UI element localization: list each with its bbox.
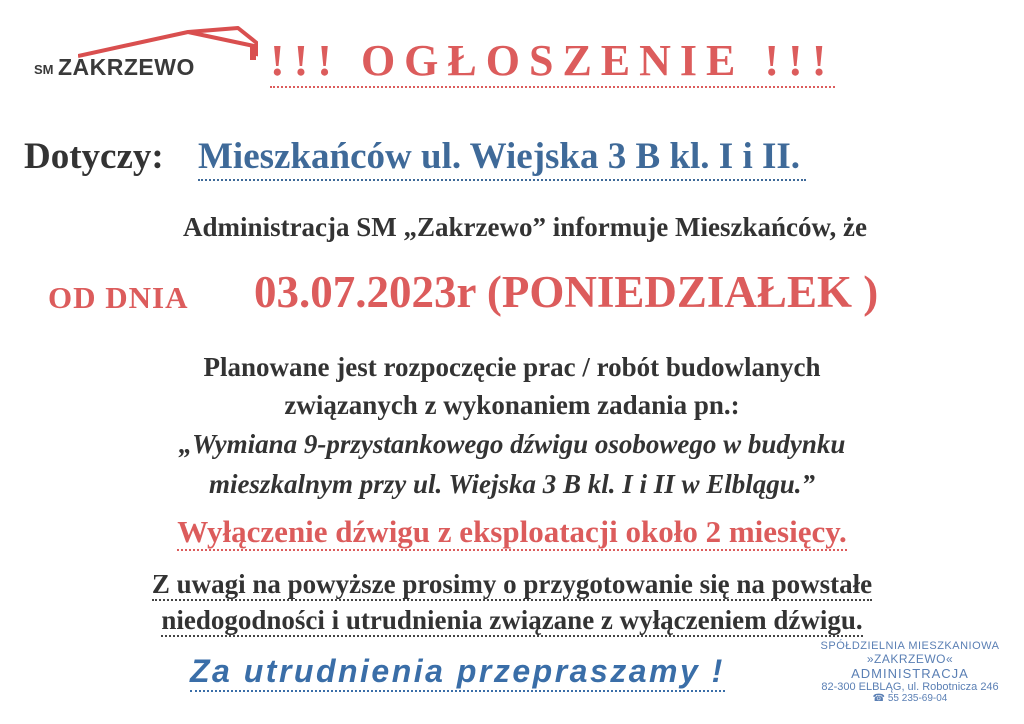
stamp-line: ☎ 55 235-69-04 <box>872 693 948 704</box>
logo <box>34 26 234 82</box>
request-line-text: Z uwagi na powyższe prosimy o przygotowanie się na powstałe <box>151 569 873 599</box>
request-line-text: niedogodności i utrudnienia związane z wyłączeniem dźwigu. <box>161 605 863 635</box>
from-label: OD DNIA <box>48 280 189 315</box>
stamp-line: »ZAKRZEWO« <box>866 652 954 666</box>
concern-value: Mieszkańców ul. Wiejska 3 B kl. I i II. <box>198 135 806 181</box>
stamp-line: ADMINISTRACJA <box>851 666 969 681</box>
task-name-line: „Wymiana 9-przystankowego dźwigu osobowego w budynku <box>178 429 846 459</box>
concern-label: Dotyczy: <box>24 136 164 177</box>
intro-text: Administracja SM „Zakrzewo” informuje Mieszkańców, że <box>183 212 867 242</box>
warning-text <box>0 514 1024 550</box>
warning-label: Wyłączenie dźwigu z eksploatacji około 2 miesięcy. <box>177 514 847 549</box>
apology-text: Za utrudnienia przepraszamy ! <box>190 652 725 692</box>
request-line <box>0 568 1024 600</box>
logo-name: ZAKRZEWO <box>58 54 195 80</box>
body-line: Planowane jest rozpoczęcie prac / robót budowlanych <box>203 352 821 382</box>
stamp-line: SPÓŁDZIELNIA MIESZKANIOWA <box>820 640 1000 652</box>
page-title: !!! OGŁOSZENIE !!! <box>270 36 835 88</box>
request-line <box>0 604 1024 636</box>
stamp <box>810 640 1010 704</box>
from-date: 03.07.2023r (PONIEDZIAŁEK ) <box>254 267 879 317</box>
body-line: związanych z wykonaniem zadania pn.: <box>284 390 740 420</box>
stamp-line: 82-300 ELBLĄG, ul. Robotnicza 246 <box>821 681 999 693</box>
logo-prefix: SM <box>34 62 54 77</box>
task-name-line: mieszkalnym przy ul. Wiejska 3 B kl. I i II w Elblągu.” <box>208 469 816 499</box>
